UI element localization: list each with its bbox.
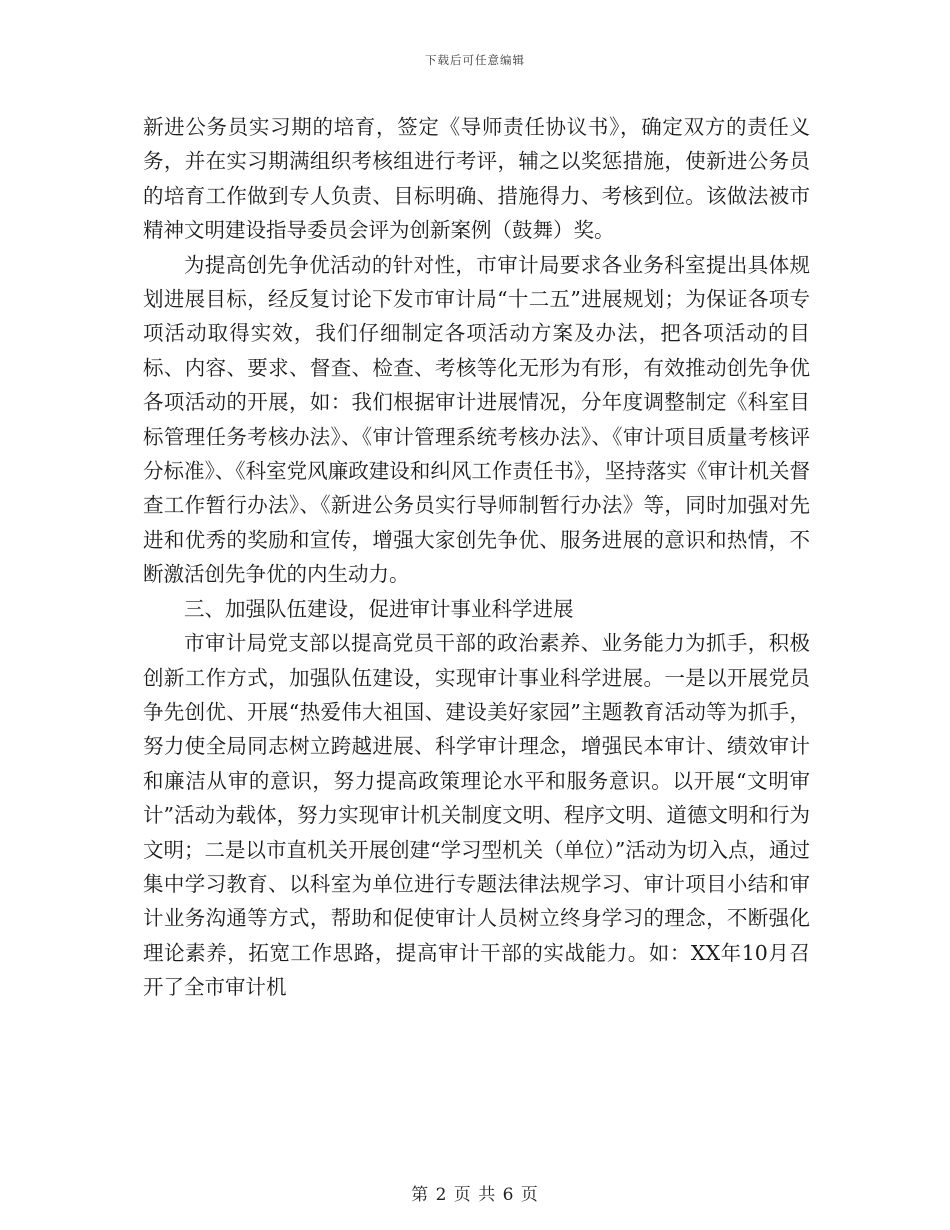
paragraph-3: 市审计局党支部以提高党员干部的政治素养、业务能力为抓手，积极创新工作方式，加强队伍建设，实现审计事业科学进展。一是以开展党员争先创优、开展“热爱伟大祖国、建设美好家园”主题教育活动等为抓手，努力使全局同志树立跨越进展、科学审计理念，增强民本审计、绩效审计和廉洁从审的意识，努力提高政策理论水平和服务意识。以开展“文明审计”活动为载体，努力实现审计机关制度文明、程序文明、道德文明和行为文明；二是以市直机关开展创建“学习型机关（单位）”活动为切入点，通过集中学习教育、以科室为单位进行专题法律法规学习、审计项目小结和审计业务沟通等方式，帮助和促使审计人员树立终身学习的理念，不断强化理论素养，拓宽工作思路，提高审计干部的实战能力。如：XX年10月召开了全市审计机 — [143, 631, 810, 1000]
page-number: 第 2 页 共 6 页 — [411, 1185, 539, 1205]
document-body — [143, 110, 810, 1005]
paragraph-2: 为提高创先争优活动的针对性，市审计局要求各业务科室提出具体规划进展目标，经反复讨论下发市审计局“十二五”进展规划；为保证各项专项活动取得实效，我们仔细制定各项活动方案及办法，把各项活动的目标、内容、要求、督查、检查、考核等化无形为有形，有效推动创先争优各项活动的开展，如：我们根据审计进展情况，分年度调整制定《科室目标管理任务考核办法》、《审计管理系统考核办法》、《审计项目质量考核评分标准》、《科室党风廉政建设和纠风工作责任书》，坚持落实《审计机关督查工作暂行办法》、《新进公务员实行导师制暂行办法》等，同时加强对先进和优秀的奖励和宣传，增强大家创先争优、服务进展的意识和热情，不断激活创先争优的内生动力。 — [143, 252, 810, 587]
page-header: 下载后可任意编辑 — [425, 53, 525, 67]
paragraph-1: 新进公务员实习期的培育，签定《导师责任协议书》，确定双方的责任义务，并在实习期满组织考核组进行考评，辅之以奖惩措施，使新进公务员的培育工作做到专人负责、目标明确、措施得力、考核到位。该做法被市精神文明建设指导委员会评为创新案例（鼓舞）奖。 — [143, 115, 810, 243]
section-heading: 三、加强队伍建设，促进审计事业科学进展 — [184, 596, 574, 621]
